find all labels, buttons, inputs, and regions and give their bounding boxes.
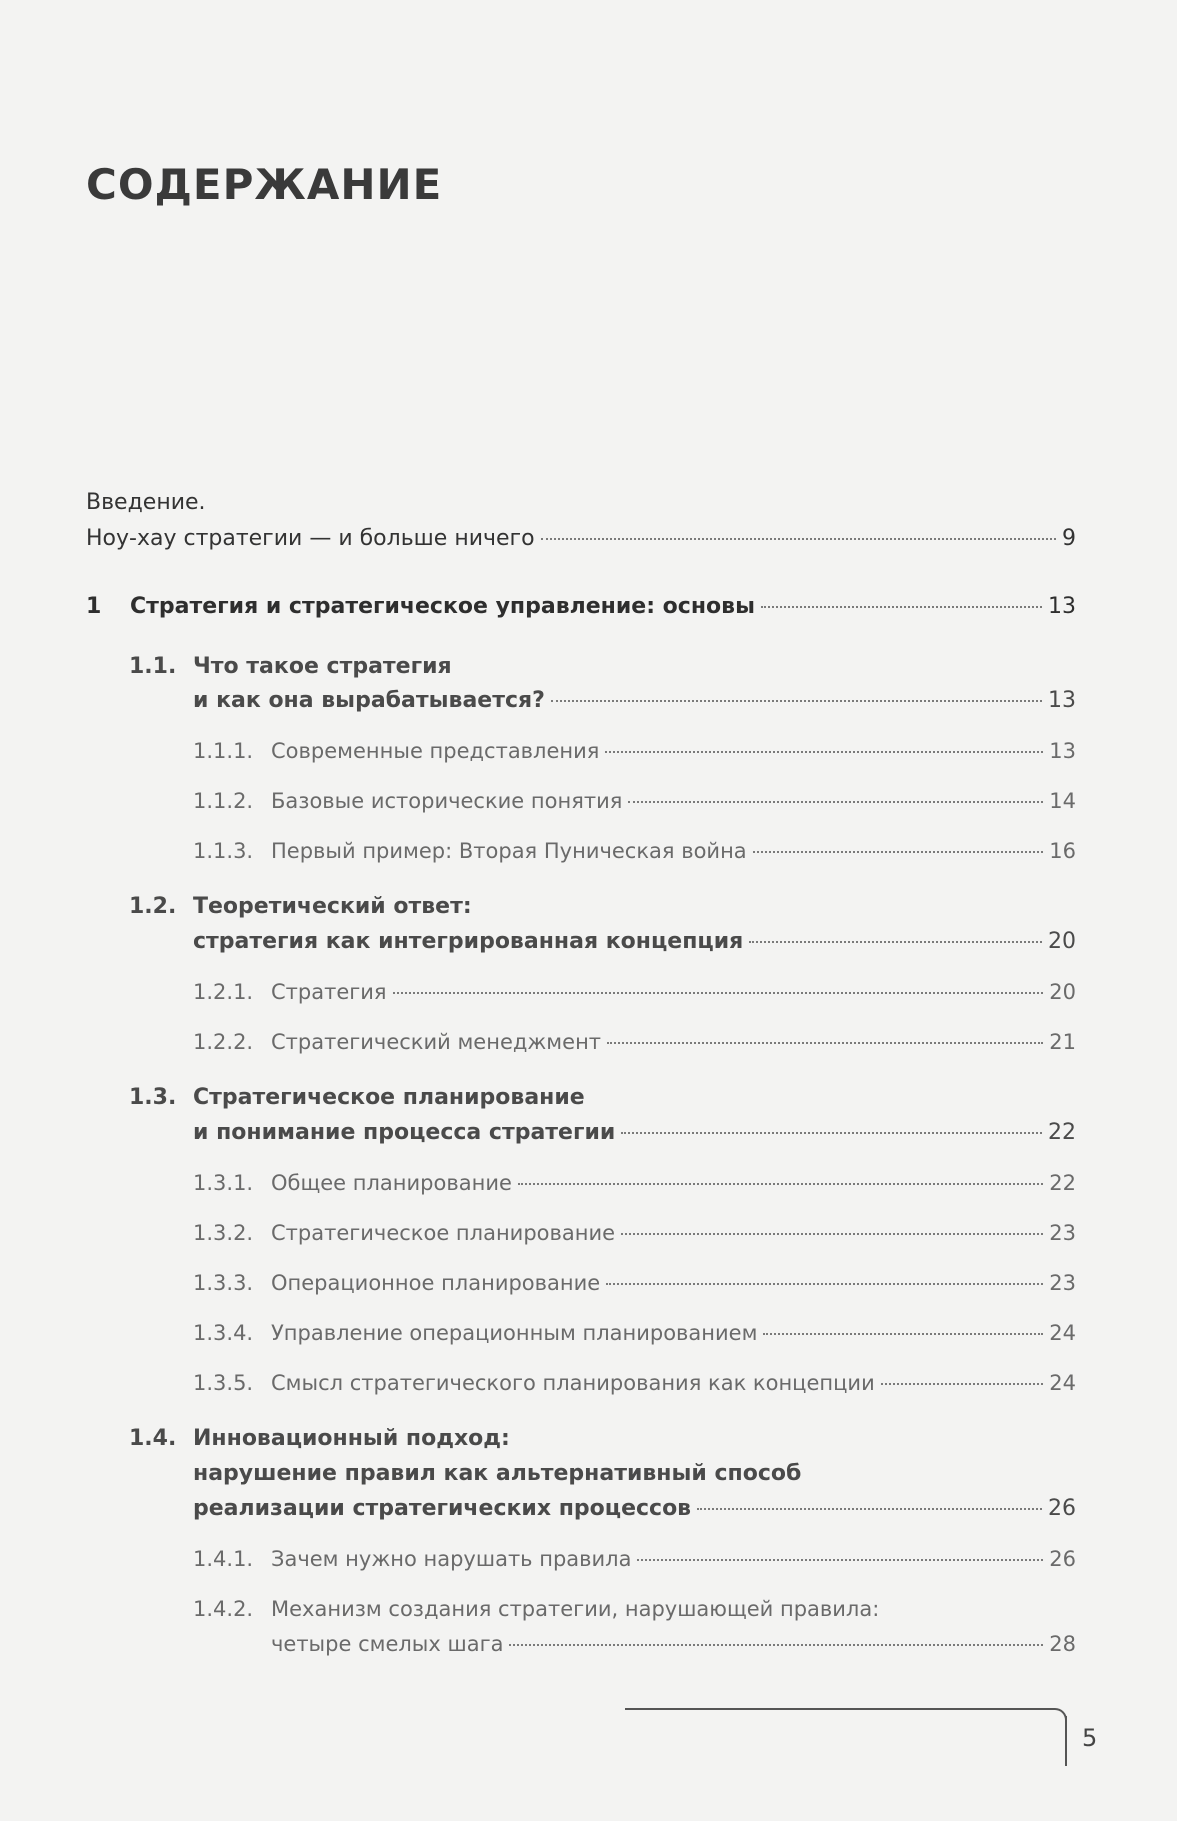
leader-dots (637, 1559, 1043, 1561)
toc-title: Управление операционным планированием (271, 1321, 758, 1345)
toc-title: Операционное планирование (271, 1271, 601, 1295)
toc-subsection-1-4-2-number: 1.4.2. (193, 1597, 254, 1621)
toc-intro[interactable] (86, 524, 1076, 554)
footer-divider (1065, 1716, 1067, 1766)
toc-title: и как она вырабатывается? (193, 688, 545, 713)
toc-section-1-4-line1: Инновационный подход: (193, 1426, 510, 1451)
toc-page-number: 13 (1049, 739, 1076, 763)
toc-chapter-1[interactable] (86, 592, 1076, 622)
toc-page-number: 20 (1048, 929, 1076, 954)
toc-page-number: 28 (1049, 1632, 1076, 1656)
toc-page-number: 14 (1049, 789, 1076, 813)
toc-subsection-1-4-2[interactable] (271, 1629, 1076, 1659)
toc-page-number: 9 (1062, 526, 1076, 551)
leader-dots (607, 1042, 1043, 1044)
toc-title: Современные представления (271, 739, 600, 763)
toc-section-1-3[interactable] (193, 1118, 1076, 1148)
toc-section-1-2-number: 1.2. (129, 894, 177, 919)
toc-subsection-1-3-4[interactable] (193, 1318, 1076, 1348)
toc-title: реализации стратегических процессов (193, 1496, 692, 1521)
leader-dots (763, 1333, 1043, 1335)
toc-title: Общее планирование (271, 1171, 512, 1195)
toc-title: Стратегическое планирование (271, 1221, 616, 1245)
toc-section-1-3-number: 1.3. (129, 1085, 177, 1110)
toc-section-1-1-number: 1.1. (129, 654, 177, 679)
toc-section-1-1-line1: Что такое стратегия (193, 654, 452, 679)
toc-section-1-4-line2: нарушение правил как альтернативный способ (193, 1461, 802, 1486)
leader-dots (605, 751, 1043, 753)
leader-dots (697, 1508, 1042, 1510)
toc-page-number: 24 (1049, 1371, 1076, 1395)
toc-page-number: 13 (1048, 688, 1076, 713)
toc-title: стратегия как интегрированная концепция (193, 929, 744, 954)
leader-dots (761, 606, 1042, 608)
toc-number: 1.1.3. (193, 839, 254, 863)
toc-section-1-3-line1: Стратегическое планирование (193, 1085, 585, 1110)
toc-subsection-1-3-5[interactable] (193, 1368, 1076, 1398)
toc-subsection-1-1-1[interactable] (193, 736, 1076, 766)
toc-number: 1.1.2. (193, 789, 254, 813)
toc-page-number: 24 (1049, 1321, 1076, 1345)
page-title: СОДЕРЖАНИЕ (86, 160, 443, 209)
toc-subsection-1-4-1[interactable] (193, 1544, 1076, 1574)
toc-intro-title: Ноу-хау стратегии — и больше ничего (86, 526, 535, 551)
toc-title: и понимание процесса стратегии (193, 1120, 616, 1145)
toc-section-1-4-number: 1.4. (129, 1426, 177, 1451)
toc-title: Смысл стратегического планирования как концепции (271, 1371, 875, 1395)
toc-title: Стратегия (271, 980, 387, 1004)
toc-number: 1.3.5. (193, 1371, 254, 1395)
toc-subsection-1-2-1[interactable] (193, 977, 1076, 1007)
toc-number: 1.3.1. (193, 1171, 254, 1195)
leader-dots (621, 1233, 1043, 1235)
toc-number: 1.3.4. (193, 1321, 254, 1345)
leader-dots (551, 700, 1042, 702)
toc-section-1-2-line1: Теоретический ответ: (193, 894, 472, 919)
toc-page-number: 13 (1048, 594, 1076, 619)
page-number: 5 (1082, 1724, 1098, 1752)
toc-subsection-1-3-2[interactable] (193, 1218, 1076, 1248)
toc-subsection-1-1-3[interactable] (193, 836, 1076, 866)
toc-page-number: 22 (1048, 1120, 1076, 1145)
footer-rule (625, 1708, 1067, 1728)
toc-number: 1 (86, 594, 102, 619)
toc-section-1-1[interactable] (193, 686, 1076, 716)
toc-number: 1.3.2. (193, 1221, 254, 1245)
toc-page-number: 21 (1049, 1030, 1076, 1054)
toc-title: Базовые исторические понятия (271, 789, 623, 813)
leader-dots (541, 538, 1056, 540)
toc-title: Зачем нужно нарушать правила (271, 1547, 632, 1571)
leader-dots (753, 851, 1044, 853)
toc-subsection-1-3-3[interactable] (193, 1268, 1076, 1298)
toc-page-number: 20 (1049, 980, 1076, 1004)
toc-page-number: 26 (1048, 1496, 1076, 1521)
leader-dots (509, 1644, 1043, 1646)
toc-intro-line1: Введение. (86, 490, 206, 515)
leader-dots (628, 801, 1043, 803)
leader-dots (621, 1132, 1042, 1134)
toc-title: Стратегия и стратегическое управление: основы (130, 594, 755, 619)
toc-number: 1.2.1. (193, 980, 254, 1004)
toc-subsection-1-3-1[interactable] (193, 1168, 1076, 1198)
toc-page-number: 16 (1049, 839, 1076, 863)
toc-section-1-4[interactable] (193, 1494, 1076, 1524)
leader-dots (393, 992, 1044, 994)
toc-page-number: 23 (1049, 1221, 1076, 1245)
toc-section-1-2[interactable] (193, 927, 1076, 957)
toc-page-number: 23 (1049, 1271, 1076, 1295)
leader-dots (518, 1183, 1043, 1185)
toc-page-number: 26 (1049, 1547, 1076, 1571)
leader-dots (881, 1383, 1044, 1385)
leader-dots (606, 1283, 1043, 1285)
toc-subsection-1-4-2-line1: Механизм создания стратегии, нарушающей правила: (271, 1597, 880, 1621)
toc-title: четыре смелых шага (271, 1632, 504, 1656)
toc-number: 1.1.1. (193, 739, 254, 763)
toc-title: Первый пример: Вторая Пуническая война (271, 839, 747, 863)
toc-number: 1.2.2. (193, 1030, 254, 1054)
toc-subsection-1-2-2[interactable] (193, 1027, 1076, 1057)
toc-subsection-1-1-2[interactable] (193, 786, 1076, 816)
toc-number: 1.4.1. (193, 1547, 254, 1571)
toc-number: 1.3.3. (193, 1271, 254, 1295)
toc-page-number: 22 (1049, 1171, 1076, 1195)
toc-title: Стратегический менеджмент (271, 1030, 602, 1054)
leader-dots (749, 941, 1042, 943)
